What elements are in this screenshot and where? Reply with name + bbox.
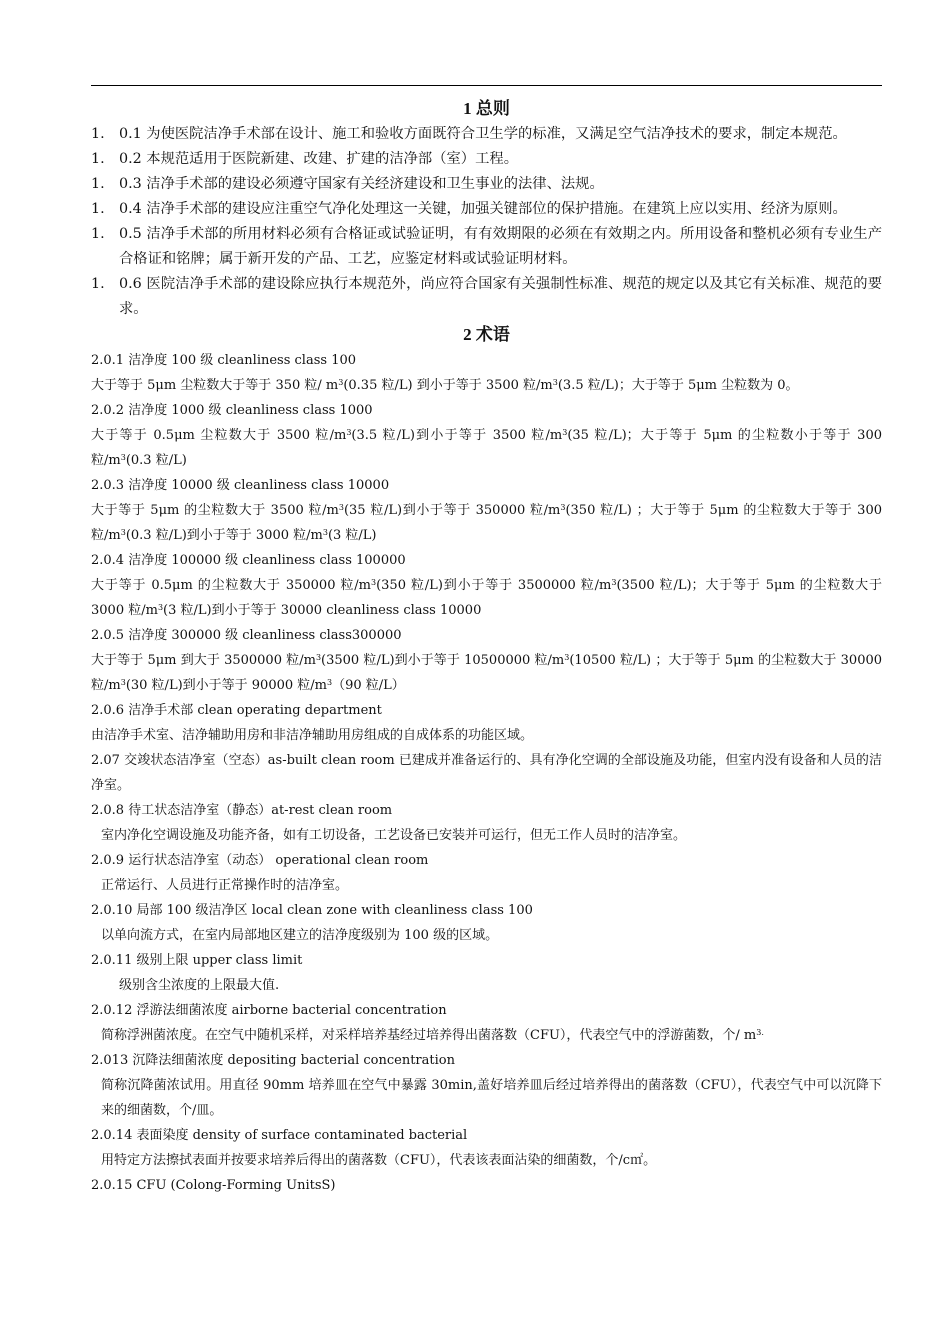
term-definition: 简称沉降菌浓试用。用直径 90mm 培养皿在空气中暴露 30min,盖好培养皿后经过培养得出的菌落数（CFU），代表空气中可以沉降下来的细菌数，个/皿。 [101,1078,882,1118]
term-heading: 2.0.5 洁净度 300000 级 cleanliness class300000 [91,628,402,643]
term-heading: 2.0.6 洁净手术部 clean operating department [91,703,382,718]
term-heading: 2.0.3 洁净度 10000 级 cleanliness class 10000 [91,478,390,493]
list-item: 1. 0.6 医院洁净手术部的建设除应执行本规范外，尚应符合国家有关强制性标准、规范的规定以及其它有关标准、规范的要求。 [91,276,882,317]
list-item: 1. 0.2 本规范适用于医院新建、改建、扩建的洁净部（室）工程。 [91,151,518,167]
section-1-title: 1 总则 [463,99,510,118]
list-item: 1. 0.1 为使医院洁净手术部在设计、施工和验收方面既符合卫生学的标准，又满足空气洁净技术的要求，制定本规范。 [91,126,847,142]
term-heading: 2.0.10 局部 100 级洁净区 local clean zone with cleanliness class 100 [91,903,533,918]
term-definition: 室内净化空调设施及功能齐备，如有工切设备，工艺设备已安装并可运行，但无工作人员时的洁净室。 [101,828,687,843]
term-paragraph: 2.07 交竣状态洁净室（空态）as-built clean room 已建成并准备运行的、具有净化空调的全部设施及功能，但室内没有设备和人员的洁净室。 [91,753,882,793]
term-definition: 大于等于 0.5μm 尘粒数大于 3500 粒$/m^3(3.5$ 粒/L)到小于等于 3500 粒$/m^3(35$ 粒/L)；大于等于 5μm 的尘粒数小于等于 300 粒$/m^3(0.3$ 粒/L) [91,428,882,468]
term-definition: 以单向流方式，在室内局部地区建立的洁净度级别为 100 级的区域。 [101,928,499,943]
list-item: 1. 0.4 洁净手术部的建设应注重空气净化处理这一关键，加强关键部位的保护措施。在建筑上应以实用、经济为原则。 [91,201,847,217]
term-heading: 2.0.8 待工状态洁净室（静态）at-rest clean room [91,803,393,818]
term-definition: 大于等于 0.5μm 的尘粒数大于 350000 粒$/m^3(350$ 粒/L)到小于等于 3500000 粒$/m^3(3500$ 粒/L)；大于等于 5μm 的尘粒数大于 3000 粒$/m^3(3$ 粒/L)到小于等于 30000 cleanliness class 10000 [91,578,882,618]
term-definition: 大于等于 5μm 的尘粒数大于 3500 粒$/m^3(35$ 粒/L)到小于等于 350000 粒$/m^3(350$ 粒/L) ；大于等于 5μm 的尘粒数大于等于 300 粒$/m^3(0.3$ 粒/L)到小于等于 3000 粒$/m^3(3$ 粒/L) [91,503,882,543]
term-heading: 2.0.2 洁净度 1000 级 cleanliness class 1000 [91,403,373,418]
list-item: 1. 0.5 洁净手术部的所用材料必须有合格证或试验证明，有有效期限的必须在有效期之内。所用设备和整机必须有专业生产合格证和铭牌；属于新开发的产品、工艺，应鉴定材料或试验证明材料。 [91,226,882,267]
term-definition: 由洁净手术室、洁净辅助用房和非洁净辅助用房组成的自成体系的功能区域。 [91,728,534,743]
term-heading: 2.0.1 洁净度 100 级 cleanliness class 100 [91,353,357,368]
document-body [91,96,882,1198]
term-heading: 2.0.9 运行状态洁净室（动态） operational clean room [91,853,429,868]
term-definition: 大于等于 5μm 尘粒数大于等于 350 粒/ $m^3(0.35$ 粒/L) 到小于等于 3500 粒$/m^3(3.5$ 粒/L)；大于等于 5μm 尘粒数为 0。 [91,378,799,393]
term-definition: 简称浮洲菌浓度。在空气中随机采样，对采样培养基经过培养得出菌落数（CFU），代表空气中的浮游菌数，个/ $m^{3.}$ [101,1028,764,1043]
term-heading: 2.0.11 级别上限 upper class limit [91,953,303,968]
section-1-list [91,122,882,322]
term-definition: 大于等于 5μm 到大于 3500000 粒$/m^3(3500$ 粒/L)到小于等于 10500000 粒$/m^3(10500$ 粒/L) ；大于等于 5μm 的尘粒数大于 30000 粒$/m^3(30$ 粒/L)到小于等于 90000 粒$/m^3(90$ 粒/L） [91,653,883,693]
term-heading: 2.0.12 浮游法细菌浓度 airborne bacterial concentration [91,1003,447,1018]
term-definition: 正常运行、人员进行正常操作时的洁净室。 [101,878,349,893]
term-heading: 2.0.14 表面染度 density of surface contaminated bacterial [91,1128,468,1143]
term-definition: 用特定方法擦拭表面并按要求培养后得出的菌落数（CFU），代表该表面沾染的细菌数，个/c㎡。 [101,1153,657,1168]
header-rule [91,85,882,86]
list-item: 1. 0.3 洁净手术部的建设必须遵守国家有关经济建设和卫生事业的法律、法规。 [91,176,604,192]
term-definition: 级别含尘浓度的上限最大值. [119,978,280,993]
section-2-terms [91,348,882,1198]
term-heading: 2.0.4 洁净度 100000 级 cleanliness class 100000 [91,553,406,568]
term-heading: 2.0.15 CFU (Colong-Forming UnitsS) [91,1178,336,1193]
section-2-title: 2 术语 [463,325,510,344]
term-heading: 2.013 沉降法细菌浓度 depositing bacterial concentration [91,1053,455,1068]
